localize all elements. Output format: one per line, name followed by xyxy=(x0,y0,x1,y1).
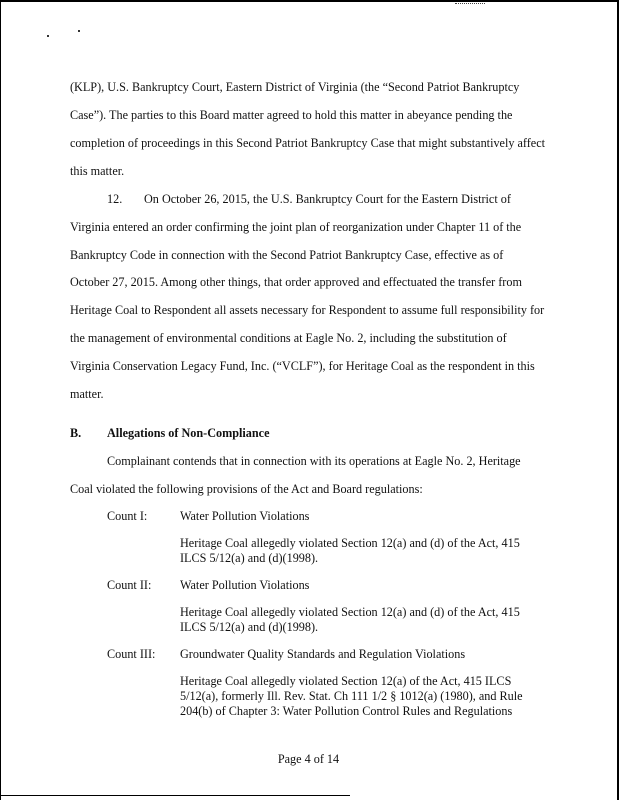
count-1-detail-1: Heritage Coal allegedly violated Section 12(a) and (d) of the Act, 415 xyxy=(180,536,520,550)
page-border-left xyxy=(0,0,1,800)
count-2-label: Count II: xyxy=(107,578,152,592)
section-title: Allegations of Non-Compliance xyxy=(107,426,270,440)
section-letter: B. xyxy=(70,426,82,440)
page-border-right xyxy=(617,0,619,800)
page-border-bottom xyxy=(0,795,350,796)
count-1-label: Count I: xyxy=(107,509,148,523)
count-3-title: Groundwater Quality Standards and Regulation Violations xyxy=(180,647,466,661)
page-number: Page 4 of 14 xyxy=(277,752,340,766)
scan-speck xyxy=(78,30,80,32)
intro-line-1: Complainant contends that in connection with its operations at Eagle No. 2, Heritage xyxy=(107,454,521,468)
para12-line-7: Virginia Conservation Legacy Fund, Inc. (“VCLF”), for Heritage Coal as the respondent in this xyxy=(70,359,535,373)
para11-line-1: (KLP), U.S. Bankruptcy Court, Eastern District of Virginia (the “Second Patriot Bankruptcy xyxy=(70,80,520,94)
count-1-title: Water Pollution Violations xyxy=(180,509,310,523)
para12-line-5: Heritage Coal to Respondent all assets necessary for Respondent to assume full responsibility for xyxy=(70,303,545,317)
count-3-detail-2: 5/12(a), formerly Ill. Rev. Stat. Ch 111 1/2 § 1012(a) (1980), and Rule xyxy=(180,689,523,703)
para11-line-3: completion of proceedings in this Second Patriot Bankruptcy Case that might substantively affect xyxy=(70,136,545,150)
count-3-detail-1: Heritage Coal allegedly violated Section 12(a) of the Act, 415 ILCS xyxy=(180,674,512,688)
count-2-detail-1: Heritage Coal allegedly violated Section 12(a) and (d) of the Act, 415 xyxy=(180,605,520,619)
scan-speck xyxy=(47,35,49,37)
count-3-label: Count III: xyxy=(107,647,156,661)
para12-line-4: October 27, 2015. Among other things, that order approved and effectuated the transfer from xyxy=(70,275,522,289)
count-2-title: Water Pollution Violations xyxy=(180,578,310,592)
count-3-detail-3: 204(b) of Chapter 3: Water Pollution Control Rules and Regulations xyxy=(180,704,513,718)
para11-line-4: this matter. xyxy=(70,164,125,178)
para12-line-3: Bankruptcy Code in connection with the Second Patriot Bankruptcy Case, effective as of xyxy=(70,248,504,262)
para12-line-6: the management of environmental conditions at Eagle No. 2, including the substitution of xyxy=(70,331,507,345)
para12-line-8: matter. xyxy=(70,387,104,401)
count-1-detail-2: ILCS 5/12(a) and (d)(1998). xyxy=(180,551,319,565)
para12-number: 12. xyxy=(107,192,123,206)
para11-line-2: Case”). The parties to this Board matter agreed to hold this matter in abeyance pending the xyxy=(70,108,513,122)
para12-line-2: Virginia entered an order confirming the joint plan of reorganization under Chapter 11 of the xyxy=(70,220,522,234)
scan-mark xyxy=(455,0,485,4)
page-border-top xyxy=(0,0,617,2)
count-2-detail-2: ILCS 5/12(a) and (d)(1998). xyxy=(180,620,319,634)
intro-line-2: Coal violated the following provisions of the Act and Board regulations: xyxy=(70,482,423,496)
para12-line-1: On October 26, 2015, the U.S. Bankruptcy Court for the Eastern District of xyxy=(144,192,511,206)
